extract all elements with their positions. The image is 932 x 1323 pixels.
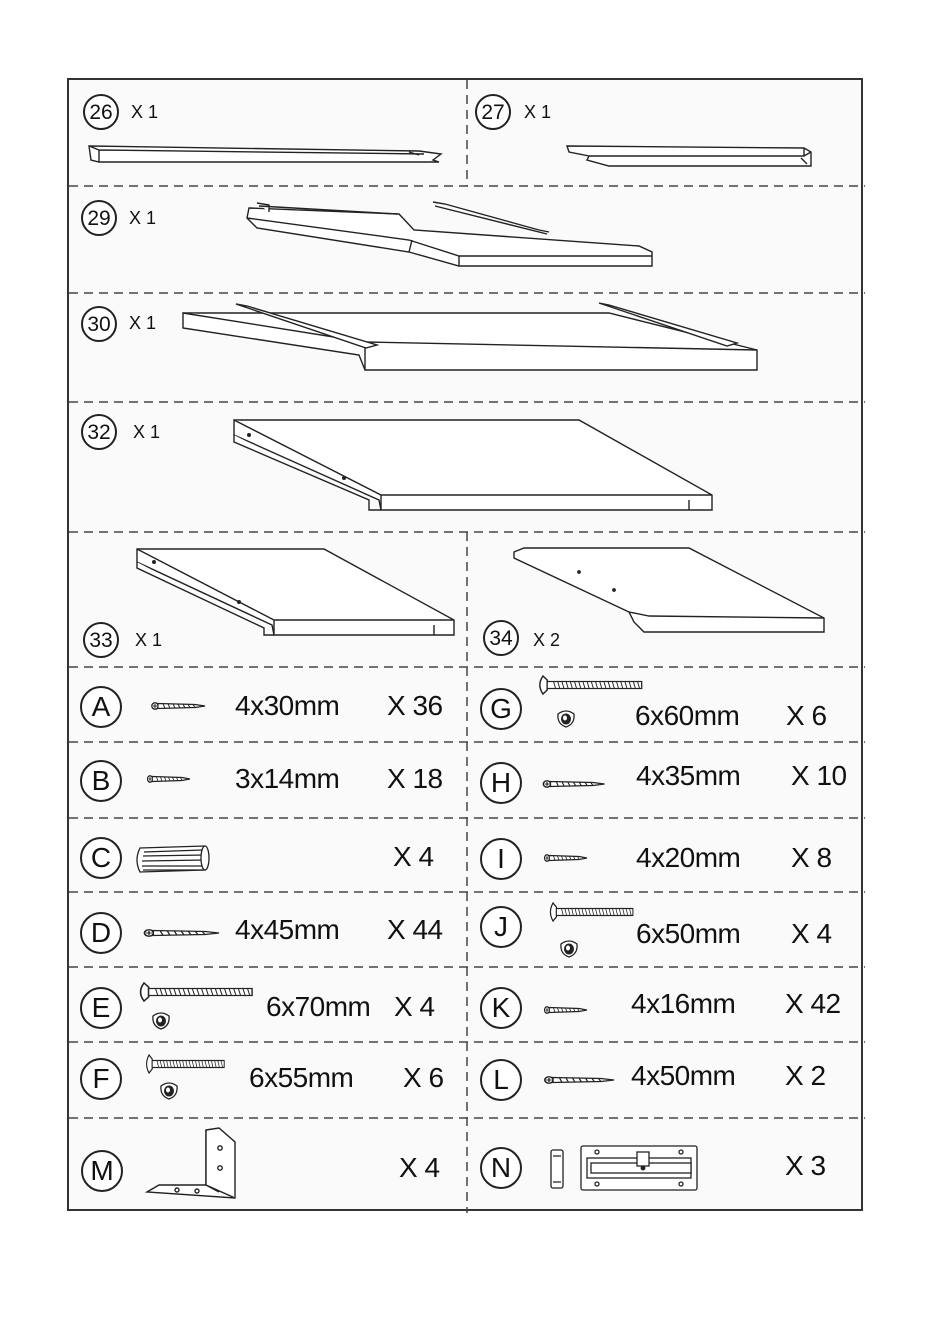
part-number-27: 27 <box>475 94 511 130</box>
hardware-size-D: 4x45mm <box>235 914 340 945</box>
hardware-qty-A: X 36 <box>387 690 443 721</box>
part-34-panel <box>514 548 824 632</box>
hardware-qty-M: X 4 <box>399 1152 440 1183</box>
part-number-26: 26 <box>83 94 119 130</box>
part-27-rail <box>567 146 811 166</box>
hardware-size-B: 3x14mm <box>235 763 340 794</box>
hardware-size-K: 4x16mm <box>631 988 736 1019</box>
hardware-size-A: 4x30mm <box>235 690 340 721</box>
hardware-size-L: 4x50mm <box>631 1060 736 1091</box>
hardware-qty-E: X 4 <box>394 991 435 1022</box>
parts-illustrations <box>69 80 865 1213</box>
angle-bracket-icon <box>147 1128 235 1198</box>
hardware-qty-C: X 4 <box>393 841 434 872</box>
part-number-32: 32 <box>81 414 117 450</box>
hardware-id-C: C <box>80 837 122 879</box>
hardware-qty-J: X 4 <box>791 918 832 949</box>
part-number-33: 33 <box>83 622 119 658</box>
hardware-id-F: F <box>80 1058 122 1100</box>
hardware-id-L: L <box>480 1059 522 1101</box>
hardware-id-G: G <box>480 688 522 730</box>
part-number-30: 30 <box>81 306 117 342</box>
part-qty-26: X 1 <box>131 102 159 122</box>
part-29-frame <box>247 202 652 266</box>
hardware-qty-G: X 6 <box>786 700 827 731</box>
hardware-qty-H: X 10 <box>791 760 847 791</box>
hardware-qty-I: X 8 <box>791 842 832 873</box>
hardware-size-G: 6x60mm <box>635 700 740 731</box>
parts-list-sheet <box>67 78 863 1211</box>
part-32-shelf <box>234 420 712 510</box>
hardware-id-K: K <box>480 987 522 1029</box>
part-30-tray <box>183 303 757 370</box>
hardware-size-H: 4x35mm <box>636 760 741 791</box>
hardware-id-B: B <box>80 760 122 802</box>
part-number-34: 34 <box>483 620 519 656</box>
hardware-qty-F: X 6 <box>403 1062 444 1093</box>
hardware-qty-D: X 44 <box>387 914 443 945</box>
dowel-icon <box>137 846 209 872</box>
hardware-id-J: J <box>480 906 522 948</box>
hardware-qty-K: X 42 <box>785 988 841 1019</box>
hardware-id-H: H <box>480 762 522 804</box>
hardware-id-D: D <box>80 912 122 954</box>
part-qty-30: X 1 <box>129 313 157 333</box>
part-qty-27: X 1 <box>524 102 552 122</box>
hardware-qty-B: X 18 <box>387 763 443 794</box>
hardware-id-N: N <box>480 1147 522 1189</box>
part-26-rail <box>89 146 441 162</box>
hardware-id-I: I <box>480 838 522 880</box>
barrel-bolt-latch-icon <box>551 1146 697 1190</box>
hardware-qty-L: X 2 <box>785 1060 826 1091</box>
hardware-size-J: 6x50mm <box>636 918 741 949</box>
part-33-shelf <box>137 549 454 635</box>
hardware-id-A: A <box>80 686 122 728</box>
hardware-qty-N: X 3 <box>785 1150 826 1181</box>
hardware-id-M: M <box>81 1150 123 1192</box>
part-qty-34: X 2 <box>533 630 561 650</box>
hardware-size-E: 6x70mm <box>266 991 371 1022</box>
hardware-size-F: 6x55mm <box>249 1062 354 1093</box>
part-number-29: 29 <box>81 200 117 236</box>
hardware-id-E: E <box>80 987 122 1029</box>
part-qty-32: X 1 <box>133 422 161 442</box>
part-qty-33: X 1 <box>135 630 163 650</box>
hardware-size-I: 4x20mm <box>636 842 741 873</box>
part-qty-29: X 1 <box>129 208 157 228</box>
screw-icon <box>152 703 205 709</box>
